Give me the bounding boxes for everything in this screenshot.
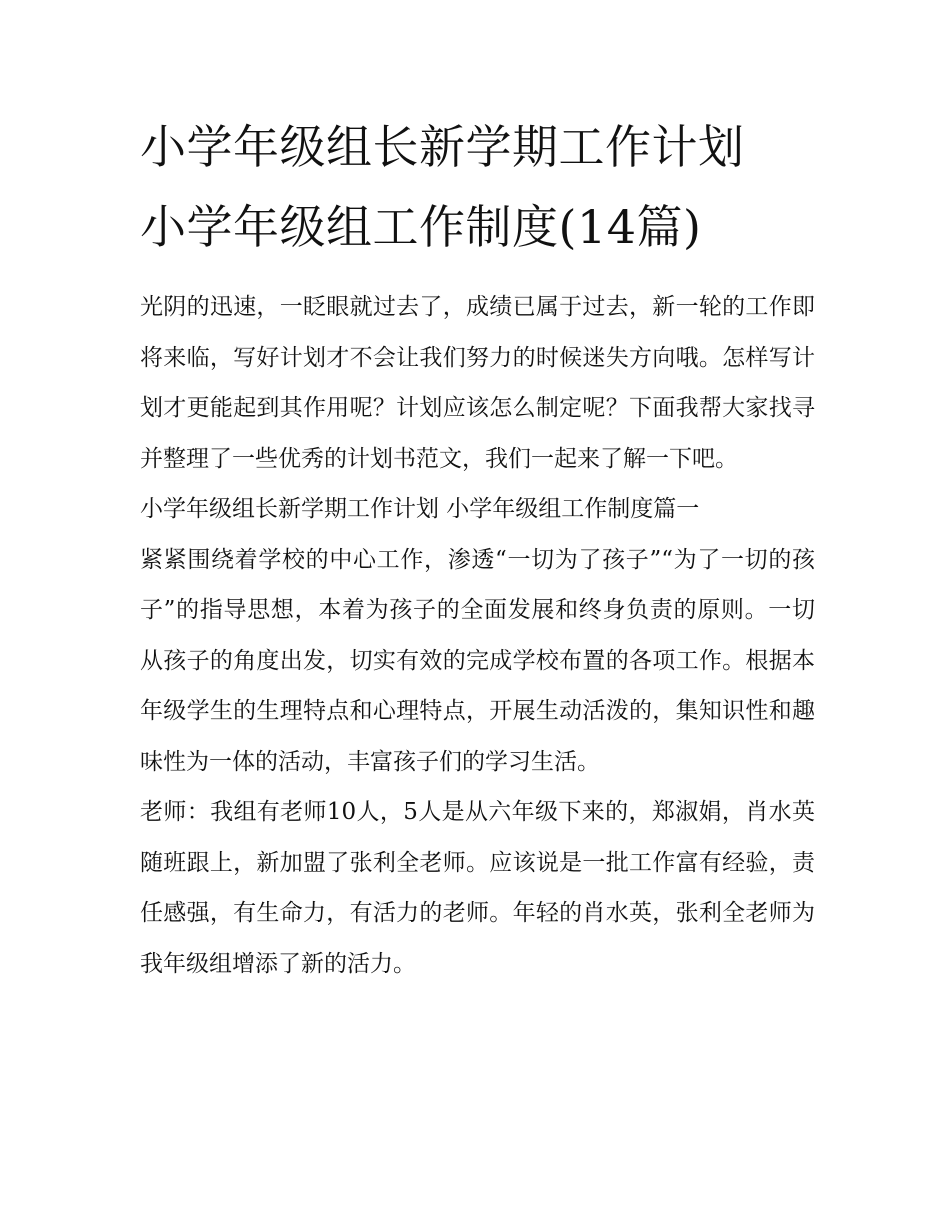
document-title: [140, 118, 815, 256]
title-line-1: 小学年级组长新学期工作计划: [140, 120, 745, 174]
title-line-2: 小学年级组工作制度(14篇): [140, 200, 702, 254]
document-content: [140, 118, 815, 989]
document-body: [140, 282, 815, 989]
intro-paragraph: 光阴的迅速，一眨眼就过去了，成绩已属于过去，新一轮的工作即将来临，写好计划才不会让我们努力的时候迷失方向哦。怎样写计划才更能起到其作用呢？计划应该怎么制定呢？下面我帮大家找寻并整理了一些优秀的计划书范文，我们一起来了解一下吧。: [140, 294, 815, 472]
section-heading: 小学年级组长新学期工作计划 小学年级组工作制度篇一: [140, 496, 700, 522]
teachers-paragraph: 老师：我组有老师10人，5人是从六年级下来的，郑淑娟，肖水英随班跟上，新加盟了张利全老师。应该说是一批工作富有经验，责任感强，有生命力，有活力的老师。年轻的肖水英，张利全老师为我年级组增添了新的活力。: [140, 799, 815, 977]
guiding-principle-paragraph: 紧紧围绕着学校的中心工作，渗透“一切为了孩子”“为了一切的孩子”的指导思想，本着为孩子的全面发展和终身负责的原则。一切从孩子的角度出发，切实有效的完成学校布置的各项工作。根据本年级学生的生理特点和心理特点，开展生动活泼的，集知识性和趣味性为一体的活动，丰富孩子们的学习生活。: [140, 546, 815, 775]
